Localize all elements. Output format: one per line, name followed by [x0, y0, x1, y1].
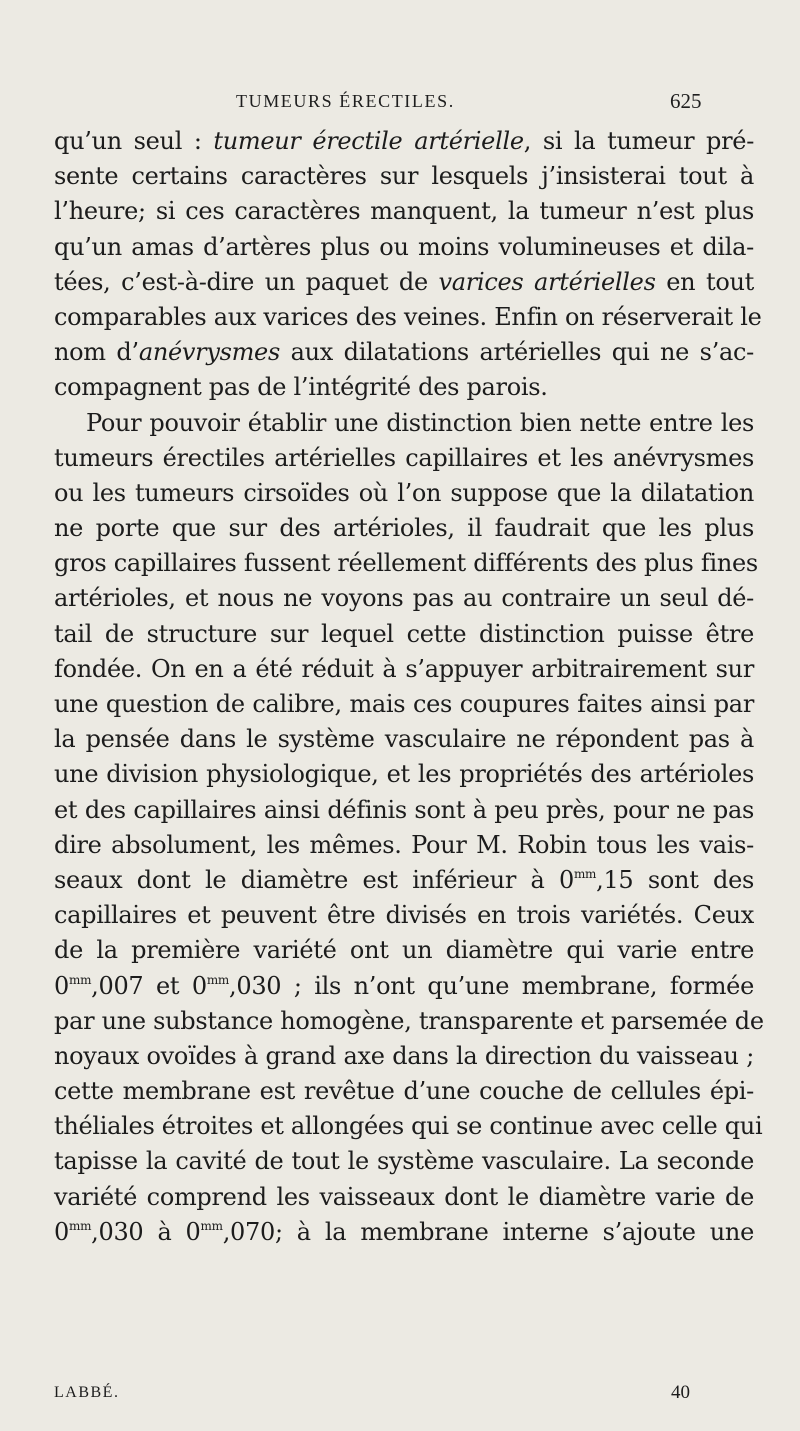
text-line — [54, 476, 754, 511]
sheet-number: 40 — [671, 1382, 690, 1403]
text-run: en tout — [655, 267, 754, 296]
text-run: une division physiologique, et les propriétés des artérioles — [54, 760, 754, 789]
text-line — [54, 265, 754, 300]
text-run: ne porte que sur des artérioles, il faudrait que les plus — [54, 514, 754, 543]
text-run: variété comprend les vaisseaux dont le diamètre varie de — [54, 1182, 754, 1211]
text-line — [54, 1074, 754, 1109]
text-line — [54, 863, 754, 898]
text-line — [54, 828, 754, 863]
text-run: compagnent pas de l’intégrité des parois. — [54, 373, 548, 402]
text-line — [54, 441, 754, 476]
text-run: sente certains caractères sur lesquels j’insisterai tout à — [54, 162, 754, 191]
text-line — [54, 969, 754, 1004]
italic-term: varices artérielles — [438, 267, 656, 296]
unit-superscript: mm — [573, 866, 597, 881]
text-line — [54, 370, 754, 405]
signature-mark: LABBÉ. — [54, 1384, 120, 1401]
text-line — [54, 898, 754, 933]
text-run: et des capillaires ainsi définis sont à peu près, pour ne pas — [54, 795, 754, 824]
text-line — [54, 933, 754, 968]
unit-superscript: mm — [68, 972, 92, 987]
text-run: qu’un amas d’artères plus ou moins volumineuses et dila- — [54, 232, 754, 261]
text-line — [54, 757, 754, 792]
text-run: , si la tumeur pré- — [523, 127, 754, 155]
text-run: nom d’ — [54, 338, 139, 367]
text-run: qu’un seul : — [54, 127, 214, 155]
text-run: par une substance homogène, transparente et parsemée de — [54, 1006, 764, 1035]
text-line — [54, 793, 754, 828]
text-run: dire absolument, les mêmes. Pour M. Robin tous les vais- — [54, 830, 754, 859]
text-run: ,15 sont des — [596, 865, 755, 894]
running-head — [0, 91, 800, 121]
text-run: tapisse la cavité de tout le système vasculaire. La seconde — [54, 1147, 754, 1176]
text-line — [54, 406, 754, 441]
text-run: ,007 et 0 — [91, 971, 207, 1000]
text-run: de la première variété ont un diamètre qui varie entre — [54, 936, 754, 965]
text-run: tumeurs érectiles artérielles capillaires et les anévrysmes — [54, 443, 754, 472]
text-line — [54, 722, 754, 757]
italic-term: anévrysmes — [138, 338, 280, 367]
text-line — [54, 1180, 754, 1215]
unit-superscript: mm — [68, 1218, 92, 1233]
text-run: ,030 ; ils n’ont qu’une membrane, formée — [229, 971, 754, 1000]
text-run: artérioles, et nous ne voyons pas au contraire un seul dé- — [54, 584, 754, 613]
text-run: aux dilatations artérielles qui ne s’ac- — [279, 338, 754, 367]
text-line — [54, 1004, 764, 1039]
page-footer — [0, 1384, 800, 1414]
text-run: une question de calibre, mais ces coupures faites ainsi par — [54, 690, 754, 718]
text-line — [54, 194, 754, 229]
text-line — [54, 581, 754, 616]
text-run: ou les tumeurs cirsoïdes où l’on suppose que la dilatation — [54, 478, 754, 507]
text-line — [54, 1215, 754, 1250]
text-run: fondée. On en a été réduit à s’appuyer arbitrairement sur — [54, 654, 754, 683]
text-run: ,070; à la membrane interne s’ajoute une — [222, 1217, 754, 1246]
text-run: noyaux ovoïdes à grand axe dans la direction du vaisseau ; — [54, 1041, 754, 1070]
text-line — [54, 230, 754, 265]
text-line — [54, 652, 754, 687]
text-line — [54, 1039, 754, 1074]
text-run: l’heure; si ces caractères manquent, la tumeur n’est plus — [54, 197, 754, 226]
text-line — [54, 124, 754, 159]
body-text — [54, 124, 764, 1250]
page-number: 625 — [670, 89, 702, 113]
text-line — [54, 511, 754, 546]
text-line — [54, 1109, 763, 1144]
text-run: la pensée dans le système vasculaire ne répondent pas à — [54, 725, 754, 754]
text-line — [54, 617, 754, 652]
running-title: TUMEURS ÉRECTILES. — [236, 91, 455, 111]
text-line — [54, 687, 754, 722]
text-run: cette membrane est revêtue d’une couche de cellules épi- — [54, 1077, 754, 1106]
unit-superscript: mm — [206, 972, 230, 987]
text-line — [54, 335, 754, 370]
text-line — [54, 1144, 754, 1179]
text-run: tées, c’est-à-dire un paquet de — [54, 267, 439, 296]
text-run: tail de structure sur lequel cette distinction puisse être — [54, 619, 754, 648]
italic-term: tumeur érectile artérielle — [213, 127, 524, 155]
text-run: théliales étroites et allongées qui se continue avec celle qui — [54, 1112, 763, 1141]
text-line — [54, 546, 758, 581]
text-run: comparables aux varices des veines. Enfin on réserverait le — [54, 302, 762, 331]
text-run: Pour pouvoir établir une distinction bien nette entre les — [86, 408, 754, 437]
text-run: seaux dont le diamètre est inférieur à 0 — [54, 865, 574, 894]
text-run: 0 — [54, 971, 69, 1000]
text-run: gros capillaires fussent réellement différents des plus fines — [54, 549, 758, 578]
text-line — [54, 159, 754, 194]
text-run: capillaires et peuvent être divisés en trois variétés. Ceux — [54, 901, 754, 930]
unit-superscript: mm — [200, 1218, 223, 1233]
text-run: 0 — [54, 1217, 69, 1246]
text-run: ,030 à 0 — [91, 1217, 201, 1246]
text-line — [54, 300, 762, 335]
